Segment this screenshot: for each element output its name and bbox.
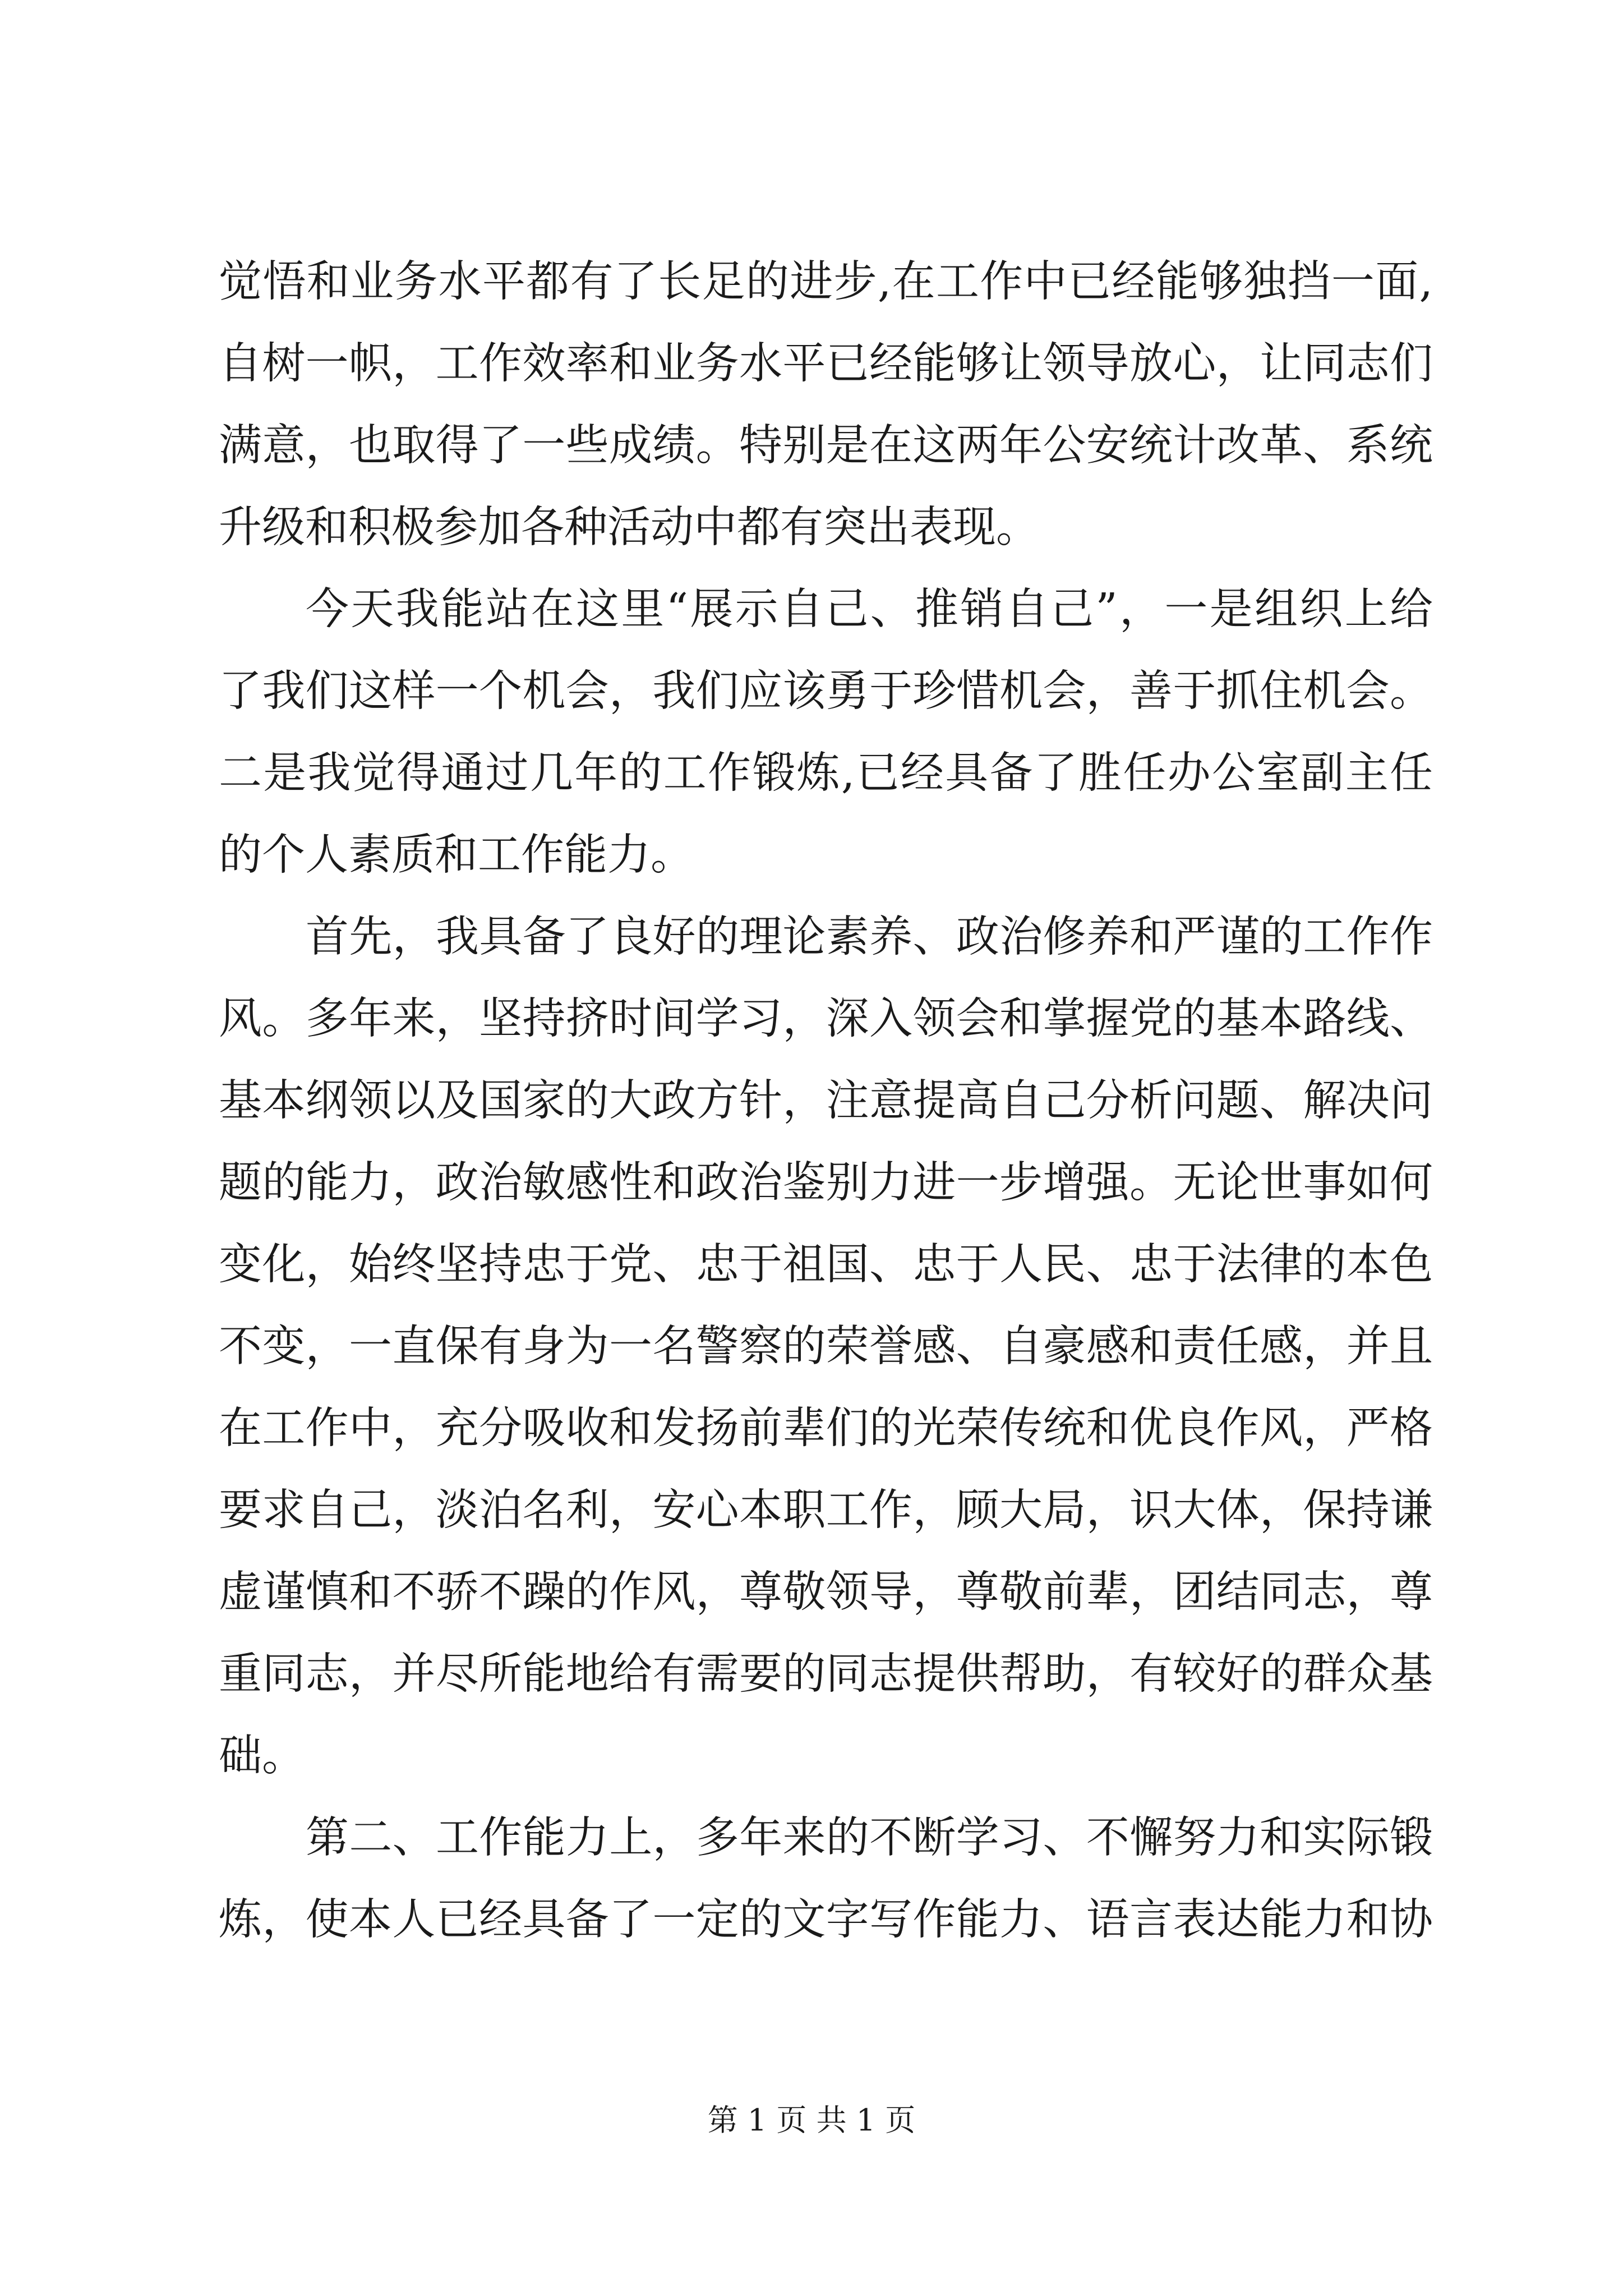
- text-line: 自树一帜，工作效率和业务水平已经能够让领导放心，让同志们: [219, 339, 1433, 389]
- text-line: 觉悟和业务水平都有了长足的进步,在工作中已经能够独挡一面,: [219, 257, 1433, 307]
- text-line: 的个人素质和工作能力。: [219, 830, 694, 880]
- text-line: 第二、工作能力上，多年来的不断学习、不懈努力和实际锻: [306, 1813, 1433, 1863]
- text-line: 基本纲领以及国家的大政方针，注意提高自己分析问题、解决问: [219, 1076, 1433, 1126]
- text-line: 风。多年来，坚持挤时间学习，深入领会和掌握党的基本路线、: [219, 994, 1433, 1044]
- text-line: 变化，始终坚持忠于党、忠于祖国、忠于人民、忠于法律的本色: [219, 1240, 1433, 1290]
- page-footer: 第 1 页 共 1 页: [707, 2102, 916, 2138]
- paragraph-1: [219, 241, 1433, 569]
- text-line: 虚谨慎和不骄不躁的作风，尊敬领导，尊敬前辈，团结同志，尊: [219, 1567, 1433, 1617]
- text-line: 重同志，并尽所能地给有需要的同志提供帮助，有较好的群众基: [219, 1649, 1433, 1699]
- paragraph-2: [219, 569, 1433, 896]
- text-line: 首先，我具备了良好的理论素养、政治修养和严谨的工作作: [306, 912, 1433, 962]
- text-line: 要求自己，淡泊名利，安心本职工作，顾大局，识大体，保持谦: [219, 1485, 1433, 1535]
- text-line: 题的能力，政治敏感性和政治鉴别力进一步增强。无论世事如何: [219, 1158, 1433, 1208]
- text-line: 满意，也取得了一些成绩。特别是在这两年公安统计改革、系统: [219, 421, 1433, 471]
- paragraph-3: [219, 896, 1433, 1797]
- text-line: 今天我能站在这里“展示自己、推销自己”，一是组织上给: [306, 585, 1433, 634]
- text-line: 在工作中，充分吸收和发扬前辈们的光荣传统和优良作风，严格: [219, 1404, 1433, 1453]
- text-line: 二是我觉得通过几年的工作锻炼,已经具备了胜任办公室副主任: [219, 748, 1433, 798]
- paragraph-4: [219, 1797, 1433, 1961]
- text-line: 了我们这样一个机会，我们应该勇于珍惜机会，善于抓住机会。: [219, 666, 1433, 716]
- text-line: 炼，使本人已经具备了一定的文字写作能力、语言表达能力和协: [219, 1895, 1433, 1945]
- document-body: [219, 241, 1433, 1961]
- text-line: 升级和积极参加各种活动中都有突出表现。: [219, 503, 1039, 553]
- text-line: 不变，一直保有身为一名警察的荣誉感、自豪感和责任感，并且: [219, 1322, 1433, 1372]
- text-line: 础。: [219, 1731, 305, 1781]
